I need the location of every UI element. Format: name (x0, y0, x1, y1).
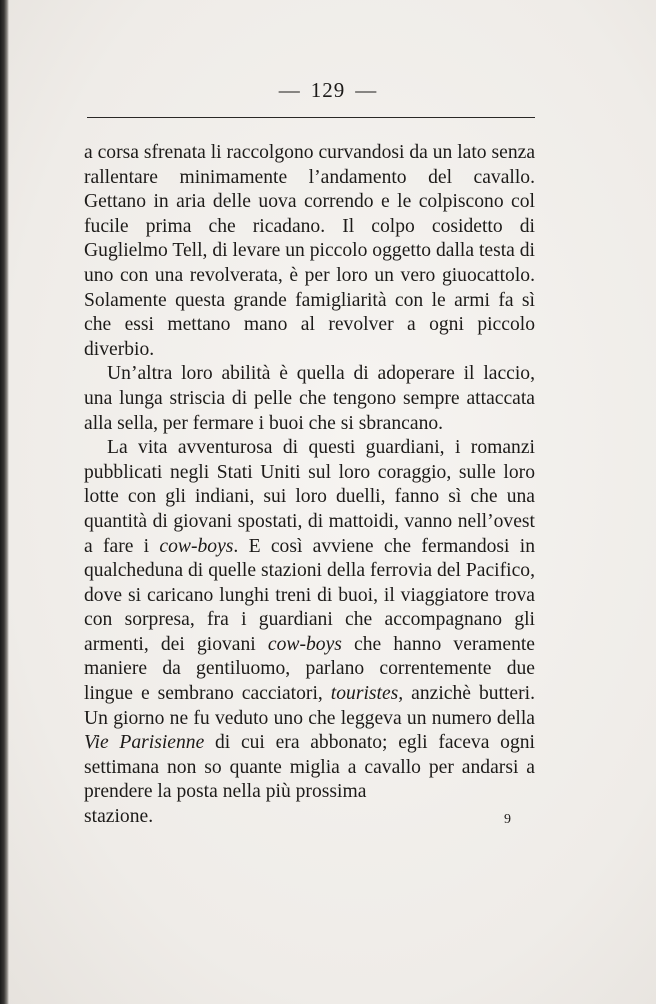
italic-cow-boys-1: cow-boys (159, 535, 234, 557)
italic-vie-parisienne: Vie Parisienne (84, 732, 205, 754)
page-number: 129 (310, 78, 346, 102)
last-word: stazione. (84, 806, 154, 828)
page-header (0, 78, 656, 103)
paragraph-3-seg5: di cui era abbonato; egli faceva ogni settimana non so quante miglia a cavallo per andarsi a prendere la posta nella più prossima (84, 732, 535, 803)
header-dash-right: — (355, 78, 378, 102)
signature-mark: 9 (504, 812, 511, 828)
paragraph-3-seg1: La vita avventurosa di questi guardiani, i romanzi pubblicati negli Stati Uniti sul loro coraggio, sulle loro lotte con gli indiani, sui loro duelli, fanno sì che una quantità di giovani spostati, di mattoidi, vanno nell’ovest a fare i (84, 437, 535, 557)
last-line (84, 805, 535, 830)
body-text (84, 141, 535, 830)
header-dash-left: — (278, 78, 301, 102)
header-rule (87, 117, 535, 118)
binding-edge (0, 0, 9, 1004)
paragraph-3-seg4: anzichè butteri. Un giorno ne fu veduto uno che leggeva un numero della (84, 683, 535, 729)
paragraph-1: a corsa sfrenata li raccolgono curvandosi da un lato senza rallentare minimamente l’andamento del cavallo. Gettano in aria delle uova correndo e le colpiscono col fucile prima che ricadano. Il colpo cosidetto di Guglielmo Tell, di levare un piccolo oggetto dalla testa di uno con una revolverata, è per loro un vero giuocattolo. Solamente questa grande famigliarità con le armi fa sì che essi mettano mano al revolver a ogni piccolo diverbio. (84, 142, 536, 360)
paragraph-2: Un’altra loro abilità è quella di adoperare il laccio, una lunga striscia di pelle che tengono sempre attaccata alla sella, per fermare i buoi che si sbrancano. (84, 363, 535, 434)
italic-cow-boys-2: cow-boys (267, 633, 342, 655)
italic-touristes: touristes, (330, 683, 404, 705)
paragraph-3-seg3: che hanno veramente maniere da gentiluomo, parlano correntemente due lingue e sembrano cacciatori, (84, 633, 535, 705)
paragraph-3-seg2: . E così avviene che fermandosi in qualcheduna di quelle stazioni della ferrovia del Pacifico, dove si caricano lunghi treni di buoi, il viaggiatore trova con sorpresa, fra i guardiani che accompagnano gli armenti, dei giovani (84, 535, 535, 655)
paragraph-3 (84, 436, 535, 805)
